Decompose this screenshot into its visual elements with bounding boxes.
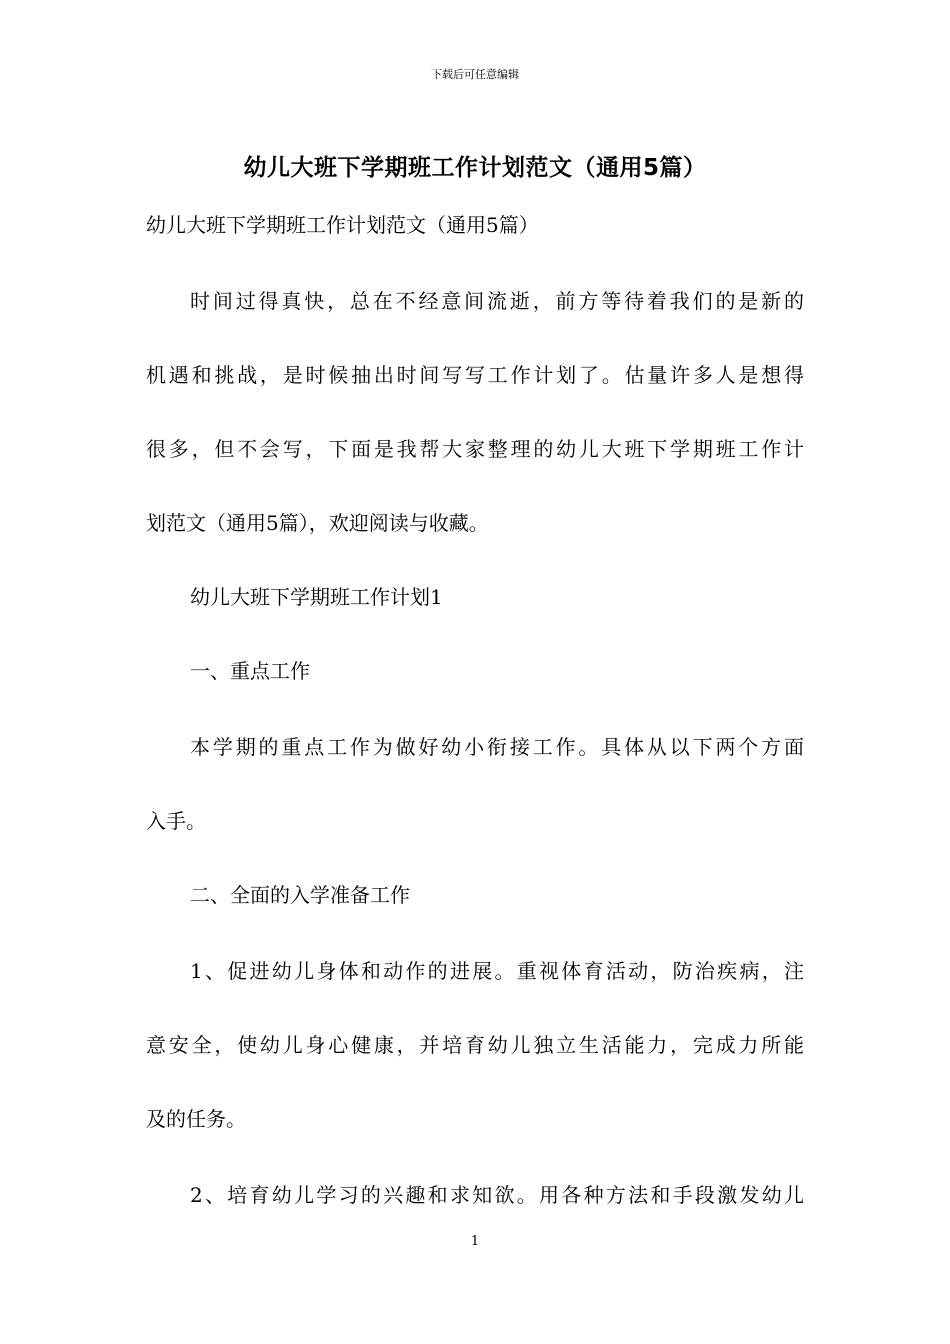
page-number: 1 bbox=[470, 1234, 480, 1249]
paragraph-line: 划范文（通用5篇），欢迎阅读与收藏。 bbox=[146, 511, 489, 535]
subtitle-line: 幼儿大班下学期班工作计划范文（通用5篇） bbox=[146, 213, 539, 237]
subsection-heading: 二、全面的入学准备工作 bbox=[190, 883, 410, 907]
paragraph-line: 很多，但不会写，下面是我帮大家整理的幼儿大班下学期班工作计 bbox=[146, 437, 804, 461]
paragraph-line: 时间过得真快，总在不经意间流逝，前方等待着我们的是新的 bbox=[190, 289, 804, 313]
paragraph-line: 2、培育幼儿学习的兴趣和求知欲。用各种方法和手段激发幼儿 bbox=[190, 1183, 804, 1207]
paragraph-line: 1、促进幼儿身体和动作的进展。重视体育活动，防治疾病，注 bbox=[190, 959, 804, 983]
subsection-heading: 一、重点工作 bbox=[190, 659, 310, 683]
section-heading: 幼儿大班下学期班工作计划1 bbox=[190, 585, 443, 609]
paragraph-line: 机遇和挑战，是时候抽出时间写写工作计划了。估量许多人是想得 bbox=[146, 363, 804, 387]
paragraph-line: 及的任务。 bbox=[146, 1107, 246, 1131]
header-note: 下载后可任意编辑 bbox=[431, 68, 519, 81]
paragraph-line: 入手。 bbox=[146, 809, 206, 833]
document-title: 幼儿大班下学期班工作计划范文（通用5篇） bbox=[243, 155, 707, 181]
paragraph-line: 本学期的重点工作为做好幼小衔接工作。具体从以下两个方面 bbox=[190, 735, 804, 759]
paragraph-line: 意安全，使幼儿身心健康，并培育幼儿独立生活能力，完成力所能 bbox=[146, 1033, 804, 1057]
